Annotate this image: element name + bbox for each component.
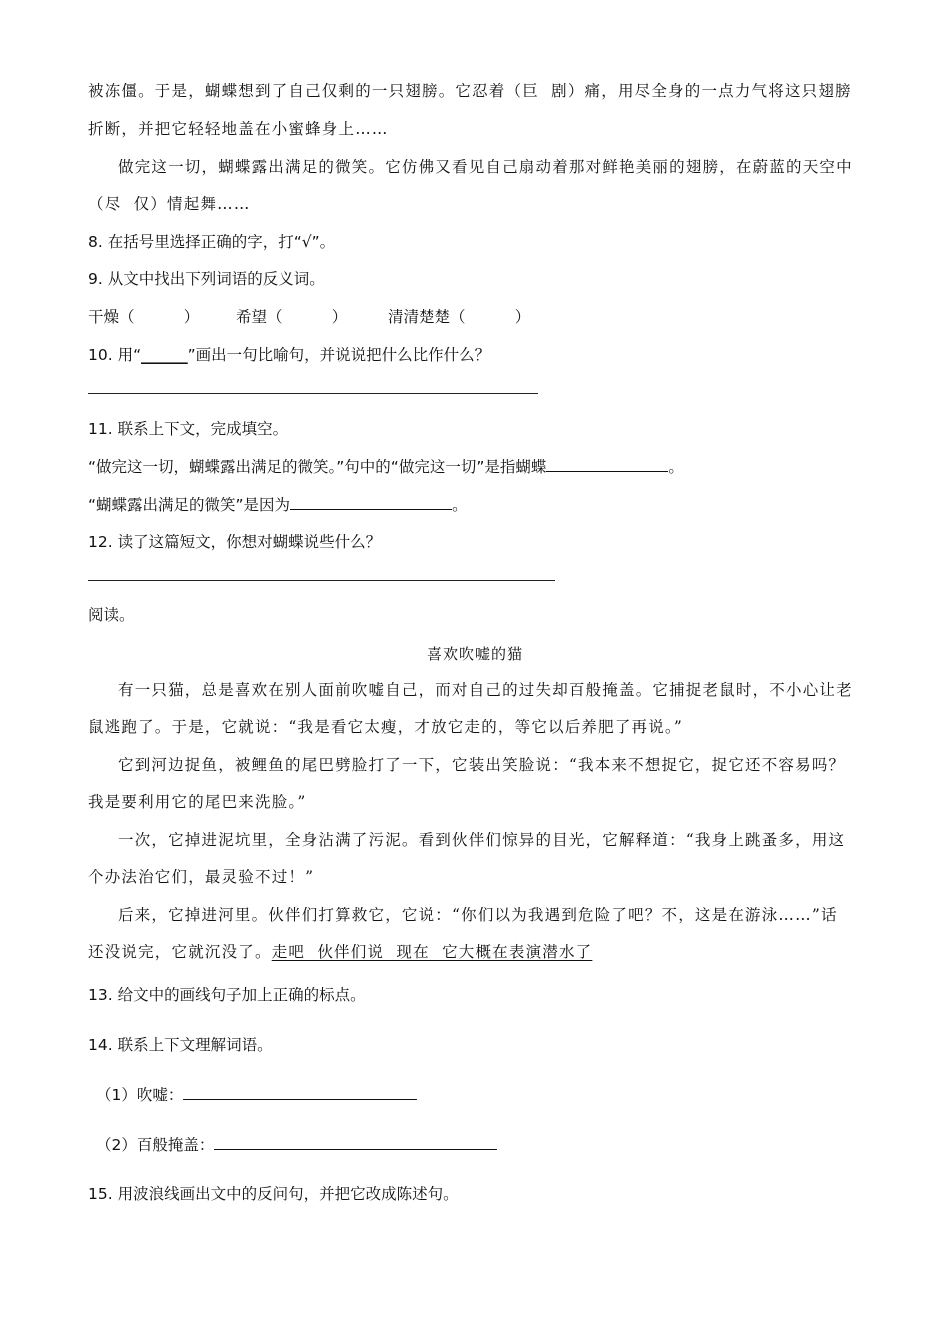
- term-2-label: （2）百般掩盖：: [96, 1136, 215, 1154]
- antonym-item-2: 希望（ ）: [236, 308, 348, 326]
- question-9: 9. 从文中找出下列词语的反义词。: [88, 270, 325, 288]
- antonym-item-1: 干燥（ ）: [88, 308, 200, 326]
- term-1-answer[interactable]: [183, 1084, 417, 1100]
- underline-mark: ______: [141, 346, 188, 364]
- passage-line-2: 折断，并把它轻轻地盖在小蜜蜂身上……: [88, 120, 389, 138]
- fill-sentence-1-end: 。: [668, 458, 684, 476]
- fill-sentence-2-end: 。: [452, 496, 468, 514]
- question-15: 15. 用波浪线画出文中的反问句，并把它改成陈述句。: [88, 1185, 459, 1203]
- story-p2-line1: 它到河边捉鱼，被鲤鱼的尾巴劈脸打了一下，它装出笑脸说：“我本来不想捉它，捉它还不容易吗？: [118, 756, 846, 774]
- fill-sentence-2: [88, 494, 468, 515]
- story-p1-line2: 鼠逃跑了。于是，它就说：“我是看它太瘦，才放它走的，等它以后养肥了再说。”: [88, 718, 684, 736]
- question-14: 14. 联系上下文理解词语。: [88, 1036, 273, 1054]
- question-14-item-1: [96, 1084, 417, 1105]
- question-11: 11. 联系上下文，完成填空。: [88, 420, 289, 438]
- fill-blank-1[interactable]: [546, 456, 668, 472]
- story-p3-line2: 个办法治它们，最灵验不过！”: [88, 868, 315, 886]
- passage-line-3: 做完这一切，蝴蝶露出满足的微笑。它仿佛又看见自己扇动着那对鲜艳美丽的翅膀，在蔚蓝的天空中: [118, 158, 853, 176]
- answer-line-10[interactable]: [88, 393, 538, 394]
- question-10: [88, 345, 490, 365]
- question-13: 13. 给文中的画线句子加上正确的标点。: [88, 986, 366, 1004]
- story-p4-line2: [88, 942, 592, 962]
- antonym-item-3: 清清楚楚（ ）: [388, 308, 531, 326]
- answer-line-12[interactable]: [88, 580, 555, 581]
- story-title: 喜欢吹嘘的猫: [426, 645, 523, 663]
- term-2-answer[interactable]: [214, 1134, 497, 1150]
- underlined-sentence: 走吧 伙伴们说 现在 它大概在表演潜水了: [271, 943, 593, 961]
- reading-label: 阅读。: [88, 606, 135, 624]
- question-8: 8. 在括号里选择正确的字，打“√”。: [88, 233, 336, 251]
- passage-line-1: 被冻僵。于是，蝴蝶想到了自己仅剩的一只翅膀。它忍着（巨 剧）痛，用尽全身的一点力气将这只翅膀: [88, 82, 852, 100]
- fill-sentence-1: [88, 456, 684, 477]
- question-14-item-2: [96, 1134, 497, 1155]
- question-12: 12. 读了这篇短文，你想对蝴蝶说些什么？: [88, 533, 382, 551]
- fill-sentence-1-text: “做完这一切，蝴蝶露出满足的微笑。”句中的“做完这一切”是指蝴蝶: [88, 458, 547, 476]
- story-p1-line1: 有一只猫，总是喜欢在别人面前吹嘘自己，而对自己的过失却百般掩盖。它捕捉老鼠时，不小心让老: [118, 681, 853, 699]
- term-1-label: （1）吹嘘：: [96, 1086, 184, 1104]
- question-10-suffix: ”画出一句比喻句，并说说把什么比作什么？: [187, 346, 491, 364]
- story-p3-line1: 一次，它掉进泥坑里，全身沾满了污泥。看到伙伴们惊异的目光，它解释道：“我身上跳蚤多，用这: [118, 831, 846, 849]
- passage-line-4: （尽 仅）情起舞……: [88, 195, 251, 213]
- story-p4-text: 还没说完，它就沉没了。: [88, 943, 272, 961]
- story-p2-line2: 我是要利用它的尾巴来洗脸。”: [88, 793, 307, 811]
- fill-sentence-2-text: “蝴蝶露出满足的微笑”是因为: [88, 496, 291, 514]
- question-10-prefix: 10. 用“: [88, 346, 142, 364]
- story-p4-line1: 后来，它掉进河里。伙伴们打算救它，它说：“你们以为我遇到危险了吧？不，这是在游泳……”话: [118, 906, 838, 924]
- fill-blank-2[interactable]: [290, 494, 452, 510]
